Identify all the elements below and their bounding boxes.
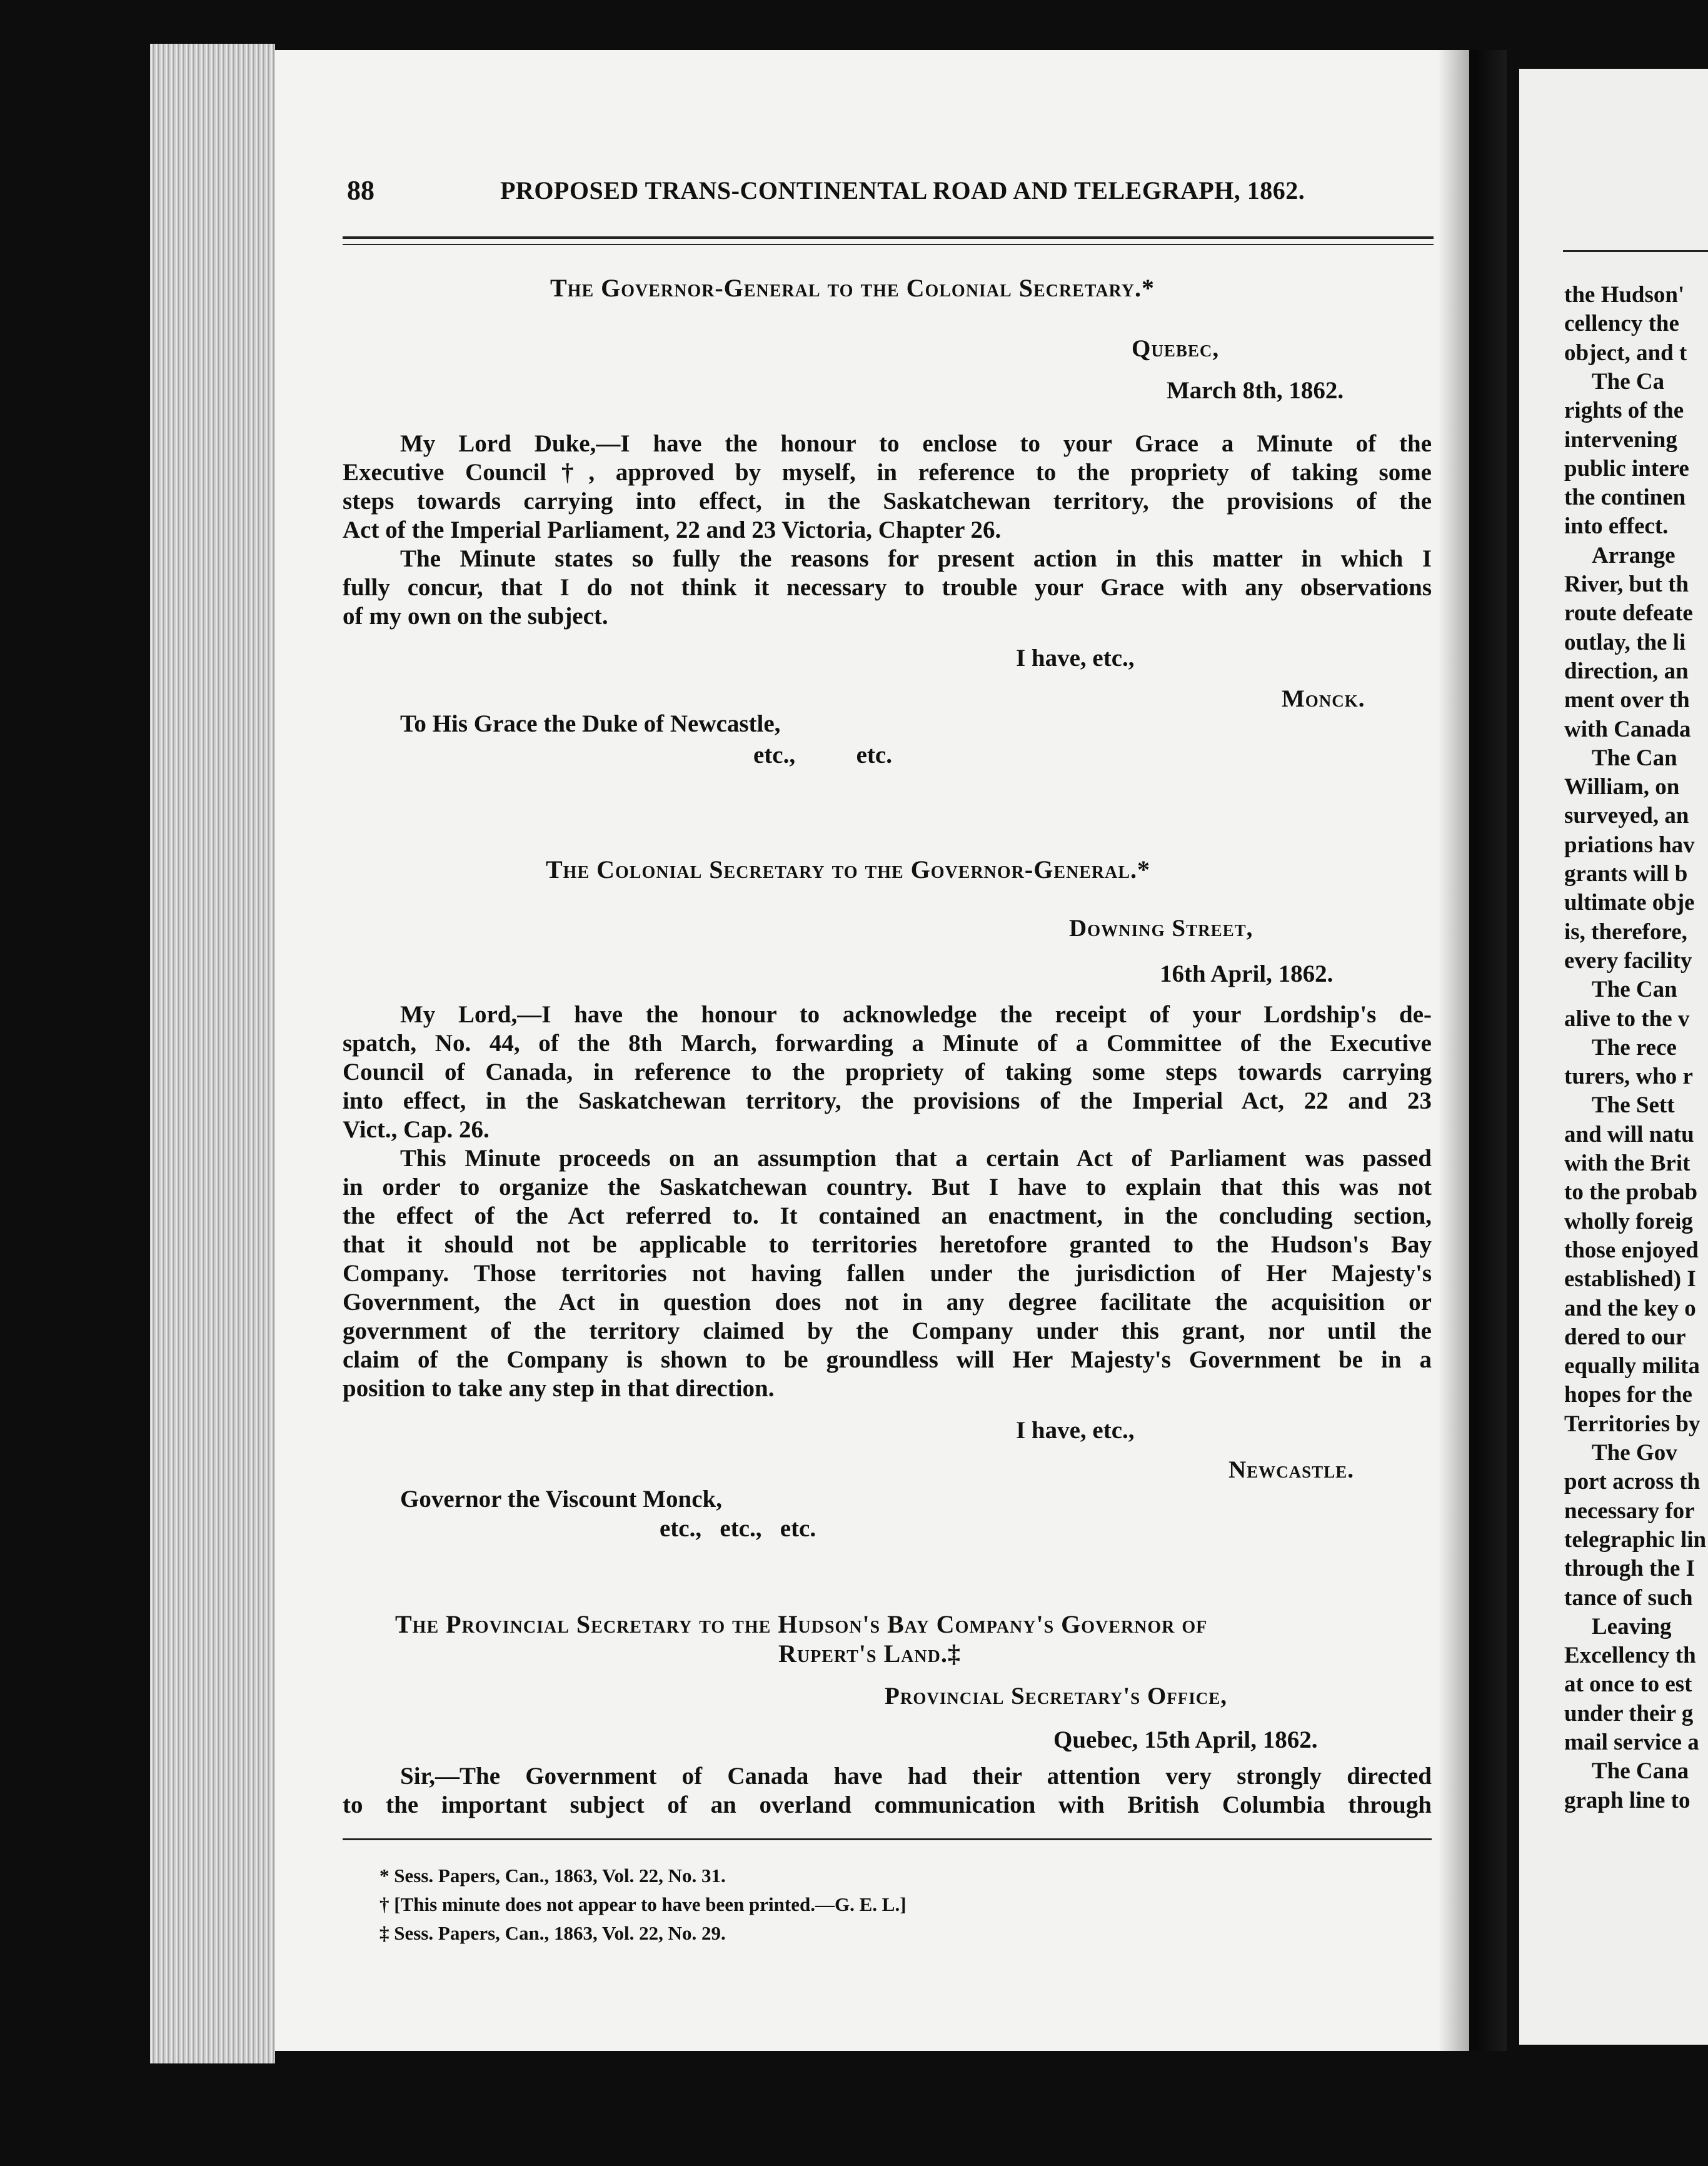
facing-page-line: and the key o [1564, 1296, 1696, 1321]
running-title: PROPOSED TRANS-CONTINENTAL ROAD AND TELEGRAPH, 1862. [500, 176, 1305, 204]
book-page-edges [150, 44, 275, 2063]
letter1-para1-line1: My Lord Duke,—I have the honour to enclose to your Grace a Minute of the [400, 430, 1432, 457]
letter2-signature: Newcastle. [1228, 1456, 1354, 1483]
letter1-para1-line4: Act of the Imperial Parliament, 22 and 23 Victoria, Chapter 26. [343, 516, 1002, 543]
letter1-para2-line3: of my own on the subject. [343, 603, 608, 630]
footnote-3: ‡ Sess. Papers, Can., 1863, Vol. 22, No. 29. [379, 1922, 726, 1944]
facing-page-line: through the I [1564, 1556, 1695, 1581]
facing-page-line: direction, an [1564, 658, 1689, 684]
letter1-heading: The Governor-General to the Colonial Secretary.* [550, 274, 1155, 302]
facing-page-line: The Can [1592, 977, 1677, 1002]
letter1-address-line2: etc., etc. [753, 742, 892, 768]
footnote-1: * Sess. Papers, Can., 1863, Vol. 22, No. 31. [379, 1865, 726, 1886]
book-gutter-shadow [1438, 50, 1507, 2051]
facing-page-line: grants will b [1564, 861, 1688, 887]
letter2-address-line2: etc., etc., etc. [660, 1515, 816, 1542]
letter3-para1-line2: to the important subject of an overland communication with British Columbia through [343, 1791, 1432, 1818]
letter2-para2-line5: Company. Those territories not having fallen under the jurisdiction of Her Majesty's [343, 1260, 1432, 1287]
facing-page-line: under their g [1564, 1701, 1694, 1726]
letter2-para2-line9: position to take any step in that direction. [343, 1375, 775, 1402]
facing-page-line: hopes for the [1564, 1382, 1692, 1408]
facing-page-line: and will natu [1564, 1122, 1694, 1147]
letter3-office: Provincial Secretary's Office, [885, 1683, 1228, 1710]
facing-page-line: priations hav [1564, 832, 1695, 858]
letter2-para1-line1: My Lord,—I have the honour to acknowledge the receipt of your Lordship's de- [400, 1001, 1432, 1028]
facing-page-line: the Hudson' [1564, 282, 1685, 308]
facing-page-line: ment over th [1564, 687, 1690, 713]
facing-page-line: The Ca [1592, 369, 1665, 395]
facing-page-line: William, on [1564, 774, 1680, 800]
letter1-para1-line2: Executive Council†, approved by myself, in reference to the propriety of taking some [343, 459, 1432, 486]
letter1-date: March 8th, 1862. [1167, 377, 1344, 404]
facing-page-line: The rece [1592, 1035, 1677, 1060]
facing-page-line: surveyed, an [1564, 803, 1689, 829]
letter2-para2-line1: This Minute proceeds on an assumption that a certain Act of Parliament was passed [400, 1145, 1432, 1172]
facing-page-line: route defeate [1564, 600, 1693, 626]
header-rule-top [343, 236, 1434, 239]
facing-page-line: every facility [1564, 948, 1692, 974]
facing-page-line: public intere [1564, 456, 1689, 481]
letter2-closing: I have, etc., [1016, 1417, 1135, 1444]
facing-page-line: River, but th [1564, 572, 1689, 597]
facing-page-line: Leaving [1592, 1614, 1672, 1640]
facing-page-line: telegraphic lin [1564, 1527, 1707, 1553]
facing-page-line: turers, who r [1564, 1064, 1693, 1089]
facing-page-line: object, and t [1564, 340, 1687, 366]
facing-page-line: The Gov [1592, 1440, 1677, 1466]
facing-page-line: mail service a [1564, 1730, 1699, 1755]
letter3-para1-line1: Sir,—The Government of Canada have had their attention very strongly directed [400, 1763, 1432, 1790]
facing-page-line: tance of such [1564, 1585, 1693, 1611]
letter2-para2-line2: in order to organize the Saskatchewan country. But I have to explain that this was not [343, 1174, 1432, 1201]
letter2-para2-line7: government of the territory claimed by the Company under this grant, nor until the [343, 1317, 1432, 1344]
letter2-para2-line4: that it should not be applicable to territories heretofore granted to the Hudson's Bay [343, 1231, 1432, 1258]
letter2-para2-line8: claim of the Company is shown to be groundless will Her Majesty's Government be in a [343, 1346, 1432, 1373]
letter3-place-date: Quebec, 15th April, 1862. [1053, 1726, 1318, 1753]
letter2-address-line1: Governor the Viscount Monck, [400, 1486, 722, 1513]
facing-page-line: established) I [1564, 1266, 1696, 1292]
facing-page-line: the continen [1564, 485, 1686, 510]
letter2-para1-line5: Vict., Cap. 26. [343, 1116, 490, 1143]
facing-page-line: dered to our [1564, 1324, 1686, 1350]
letter2-para1-line3: Council of Canada, in reference to the propriety of taking some steps towards carrying [343, 1059, 1432, 1086]
letter2-para2-line6: Government, the Act in question does not in any degree facilitate the acquisition or [343, 1289, 1432, 1316]
facing-page-line: those enjoyed [1564, 1237, 1699, 1263]
facing-page [1519, 69, 1708, 2045]
facing-page-line: at once to est [1564, 1671, 1692, 1697]
facing-page-line: is, therefore, [1564, 919, 1687, 945]
facing-page-line: The Can [1592, 745, 1677, 771]
facing-page-line: cellency the [1564, 311, 1679, 336]
letter2-para2-line3: the effect of the Act referred to. It contained an enactment, in the concluding section, [343, 1202, 1432, 1229]
facing-page-line: with the Brit [1564, 1151, 1690, 1176]
letter2-date: 16th April, 1862. [1160, 960, 1334, 987]
facing-page-line: rights of the [1564, 398, 1684, 423]
letter2-para1-line4: into effect, in the Saskatchewan territory, the provisions of the Imperial Act, 22 and 23 [343, 1087, 1432, 1114]
header-rule-bottom [343, 244, 1434, 245]
facing-page-line: The Sett [1592, 1092, 1675, 1118]
footnote-2: † [This minute does not appear to have been printed.—G. E. L.] [379, 1893, 907, 1915]
facing-page-line: port across th [1564, 1469, 1700, 1494]
facing-page-line: into effect. [1564, 513, 1669, 539]
facing-page-line: Excellency th [1564, 1643, 1696, 1668]
letter1-para1-line3: steps towards carrying into effect, in the Saskatchewan territory, the provisions of the [343, 488, 1432, 515]
footnote-rule [343, 1838, 1432, 1840]
letter2-heading: The Colonial Secretary to the Governor-General.* [546, 855, 1151, 884]
facing-page-line: graph line to [1564, 1788, 1690, 1813]
facing-page-line: equally milita [1564, 1353, 1700, 1379]
facing-page-header-rule [1563, 250, 1708, 252]
letter2-place: Downing Street, [1069, 915, 1253, 942]
letter1-place: Quebec, [1132, 335, 1220, 362]
page-number: 88 [347, 175, 374, 206]
letter2-para1-line2: spatch, No. 44, of the 8th March, forwarding a Minute of a Committee of the Executive [343, 1030, 1432, 1057]
letter3-heading-line2: Rupert's Land.‡ [778, 1640, 961, 1668]
letter1-closing: I have, etc., [1016, 645, 1135, 672]
facing-page-line: with Canada [1564, 717, 1691, 742]
facing-page-line: Arrange [1592, 543, 1675, 568]
facing-page-line: alive to the v [1564, 1006, 1690, 1032]
letter3-heading-line1: The Provincial Secretary to the Hudson's Bay Company's Governor of [395, 1610, 1208, 1638]
letter1-signature: Monck. [1282, 685, 1365, 712]
facing-page-line: necessary for [1564, 1498, 1695, 1524]
facing-page-line: The Cana [1592, 1758, 1689, 1784]
facing-page-line: Territories by [1564, 1411, 1700, 1437]
facing-page-line: intervening [1564, 427, 1677, 453]
letter1-para2-line2: fully concur, that I do not think it necessary to trouble your Grace with any observations [343, 574, 1432, 601]
facing-page-line: ultimate obje [1564, 890, 1695, 915]
facing-page-line: wholly foreig [1564, 1209, 1693, 1234]
facing-page-line: outlay, the li [1564, 630, 1686, 655]
facing-page-line: to the probab [1564, 1179, 1698, 1205]
letter1-para2-line1: The Minute states so fully the reasons for present action in this matter in which I [400, 545, 1432, 572]
letter1-address-line1: To His Grace the Duke of Newcastle, [400, 710, 781, 737]
